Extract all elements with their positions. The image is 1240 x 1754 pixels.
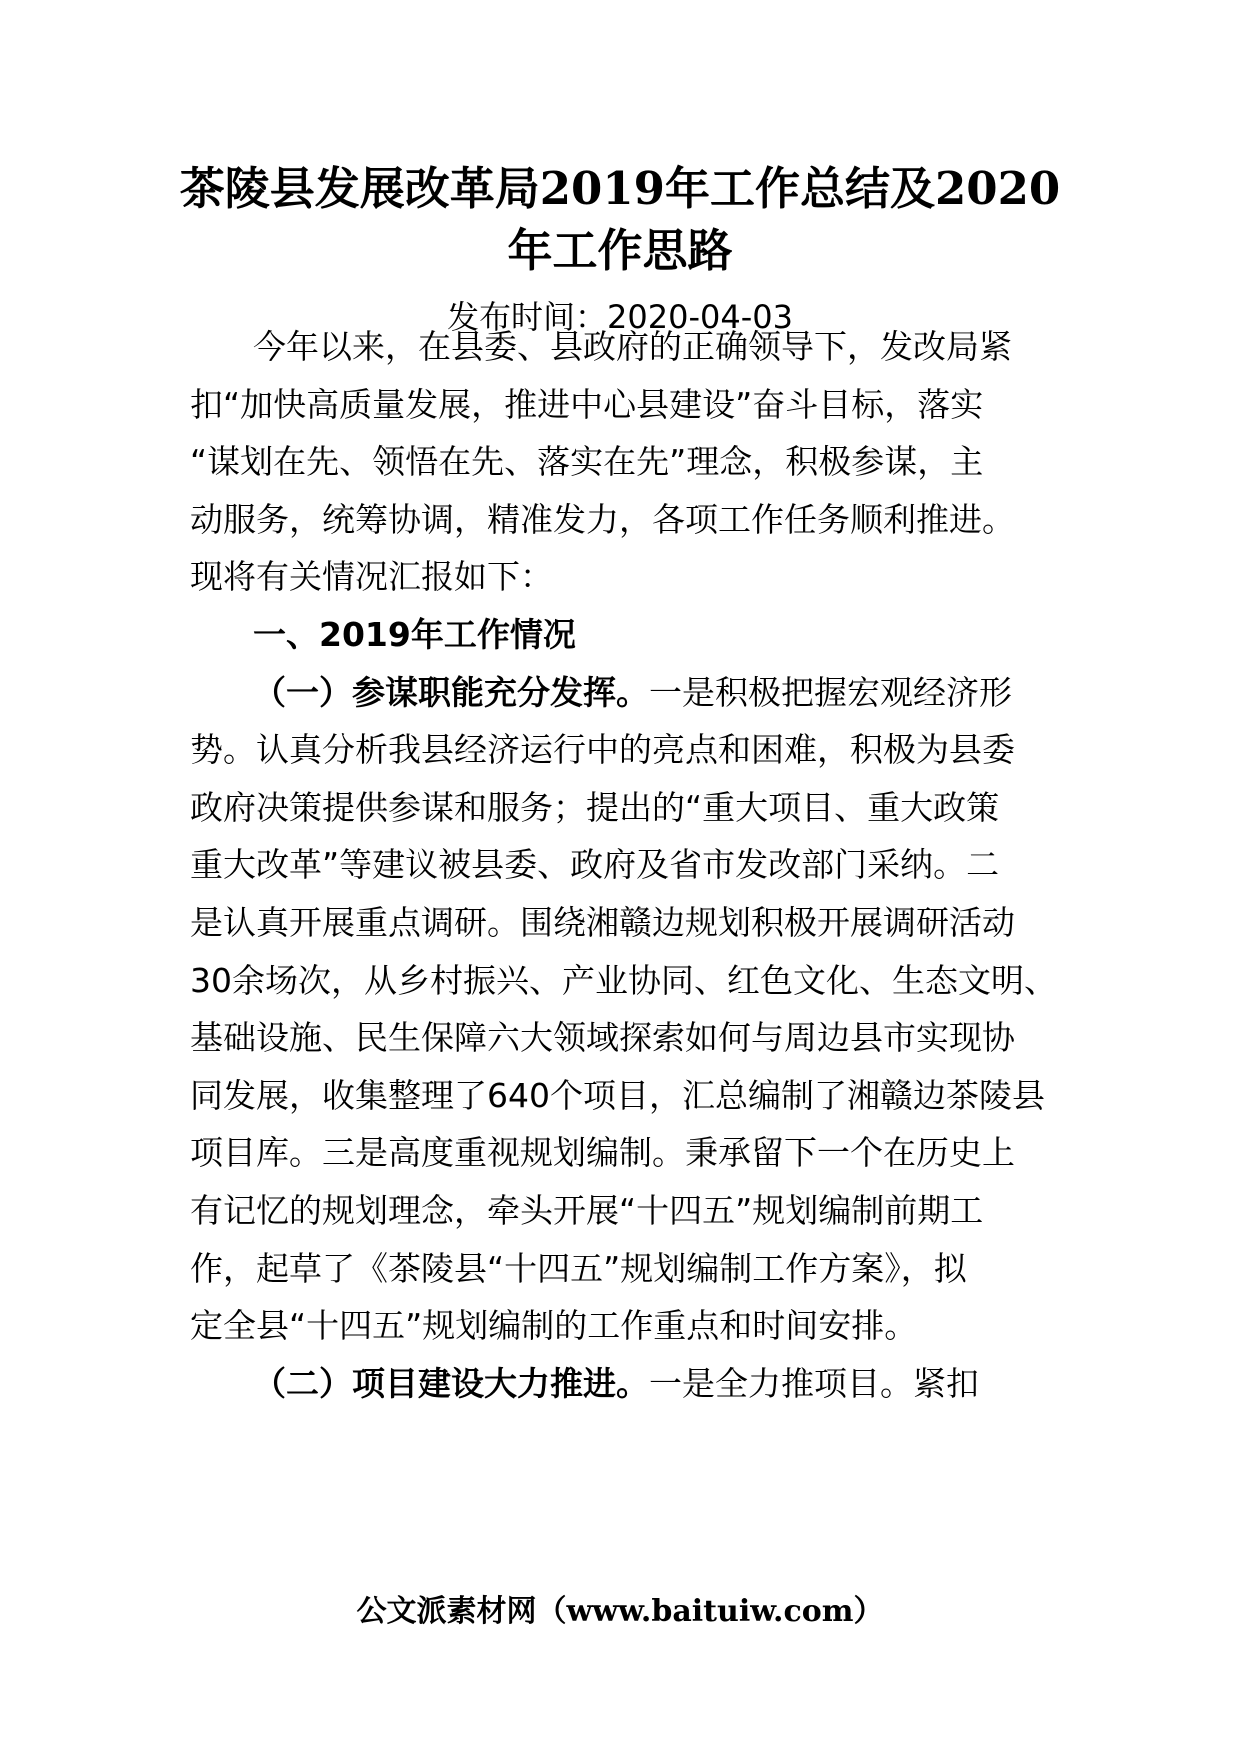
body-line: 现将有关情况汇报如下： xyxy=(190,557,553,596)
body-text: 一是全力推项目。紧扣 xyxy=(649,1364,979,1403)
body-line: 项目库。三是高度重视规划编制。秉承留下一个在历史上 xyxy=(190,1133,1015,1172)
body-line: “谋划在先、领悟在先、落实在先”理念，积极参谋，主 xyxy=(190,442,984,481)
body-line: 扣“加快高质量发展，推进中心县建设”奋斗目标，落实 xyxy=(190,385,984,424)
body-text: 一是积极把握宏观经济形 xyxy=(649,673,1012,712)
subsection-heading: （一）参谋职能充分发挥。 xyxy=(253,673,649,712)
footer-watermark-text: 公文派素材网（www.baituiw.com） xyxy=(356,1594,884,1629)
body-line: 基础设施、民生保障六大领域探索如何与周边县市实现协 xyxy=(190,1018,1015,1057)
body-line: 定全县“十四五”规划编制的工作重点和时间安排。 xyxy=(190,1306,918,1345)
publish-date: 发布时间：2020-04-03 xyxy=(447,298,793,336)
body-line: 是认真开展重点调研。围绕湘赣边规划积极开展调研活动 xyxy=(190,903,1015,942)
subsection-heading: （二）项目建设大力推进。 xyxy=(253,1364,649,1403)
body-line: 30余场次，从乡村振兴、产业协同、红色文化、生态文明、 xyxy=(190,961,1057,1000)
document-title-line-1: 茶陵县发展改革局2019年工作总结及2020 xyxy=(179,162,1061,215)
body-line: 重大改革”等建议被县委、政府及省市发改部门采纳。二 xyxy=(190,845,1000,884)
body-line: 作，起草了《茶陵县“十四五”规划编制工作方案》，拟 xyxy=(190,1249,967,1288)
body-line: 有记忆的规划理念，牵头开展“十四五”规划编制前期工 xyxy=(190,1191,984,1230)
body-line xyxy=(253,1361,1073,1407)
body-line: 动服务，统筹协调，精准发力，各项工作任务顺利推进。 xyxy=(190,500,1015,539)
section-heading: 一、2019年工作情况 xyxy=(253,615,576,654)
body-line: 同发展，收集整理了640个项目，汇总编制了湘赣边茶陵县 xyxy=(190,1076,1045,1115)
body-line: 今年以来，在县委、县政府的正确领导下，发改局紧 xyxy=(253,327,1012,366)
body-line xyxy=(253,670,1073,716)
body-line: 势。认真分析我县经济运行中的亮点和困难，积极为县委 xyxy=(190,730,1015,769)
document-title-line-2: 年工作思路 xyxy=(507,224,733,277)
body-line: 政府决策提供参谋和服务；提出的“重大项目、重大政策 xyxy=(190,788,1000,827)
